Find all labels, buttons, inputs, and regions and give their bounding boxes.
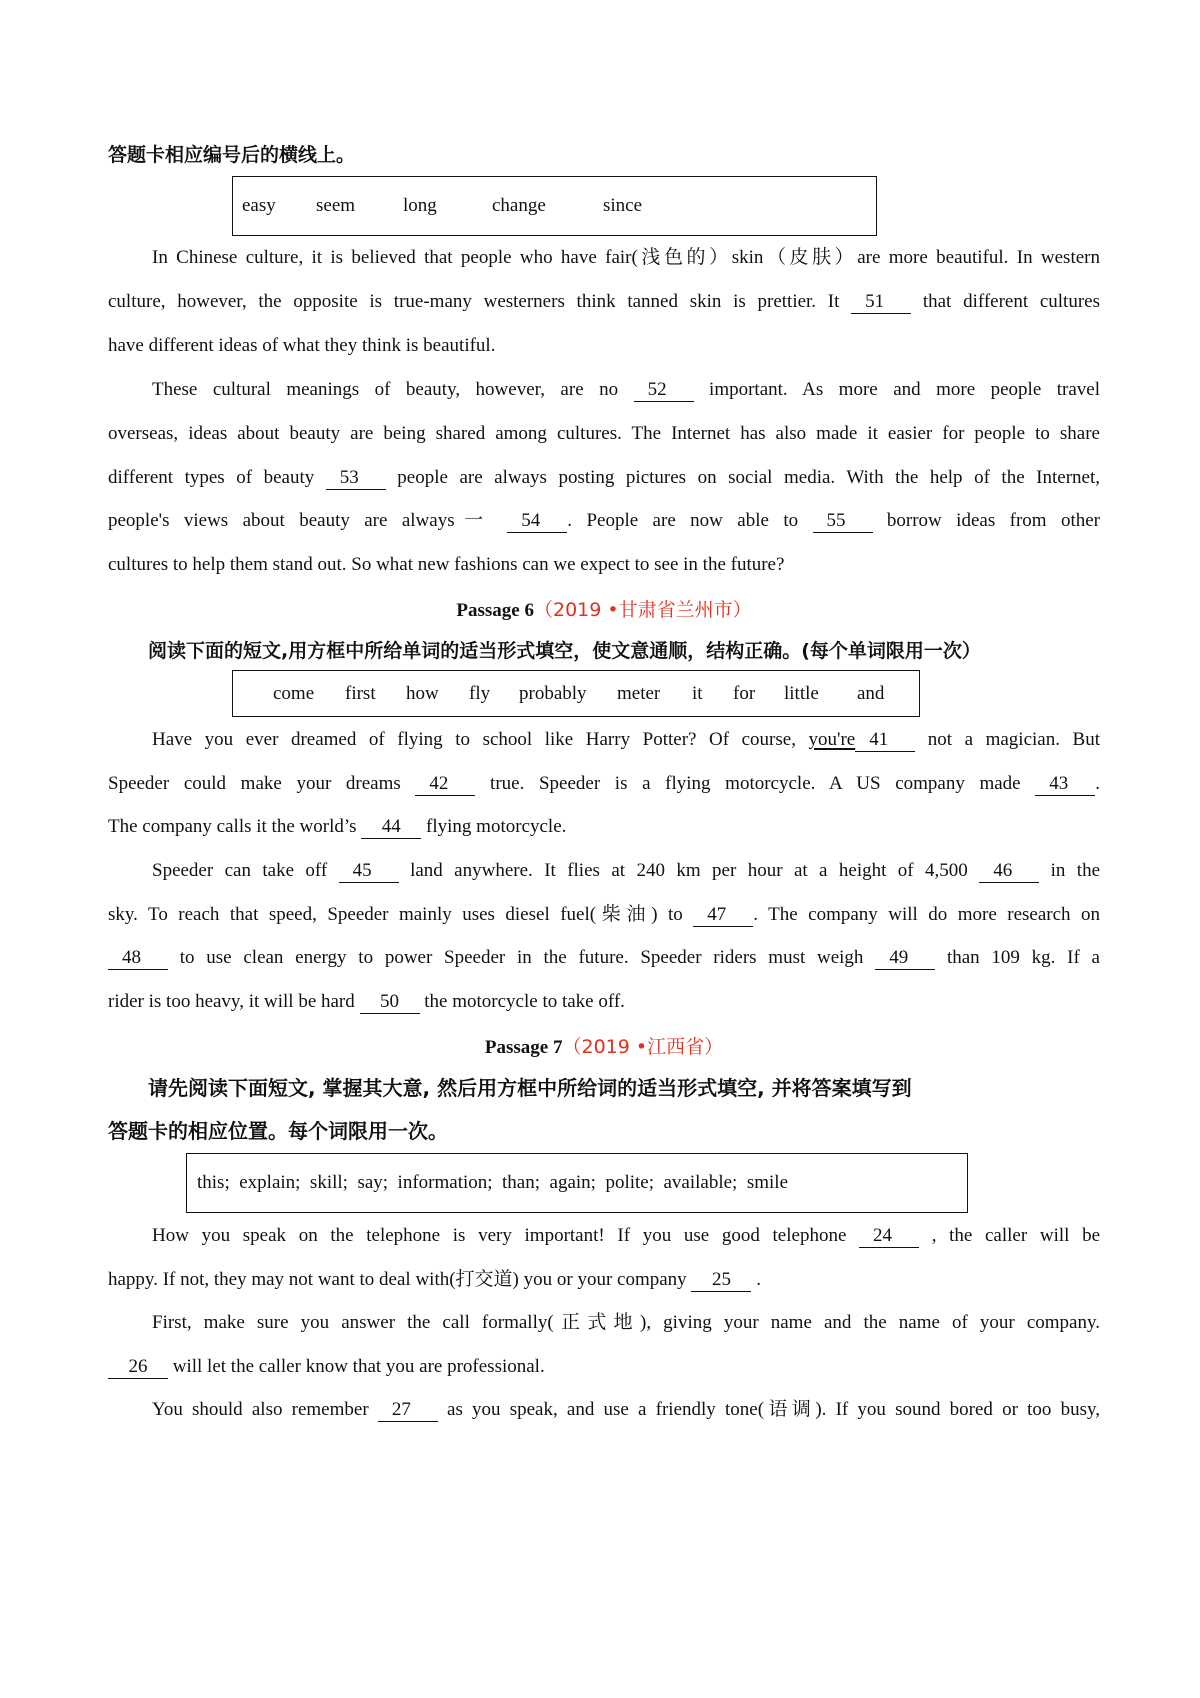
instruction-tail: 答题卡相应编号后的横线上。 xyxy=(108,144,356,166)
p7-line-3: First, make sure you answer the call formally(正式地), giving your name and the name of your company. xyxy=(152,1312,1100,1333)
blank-54[interactable]: 54 xyxy=(507,510,567,533)
word-list-7: this; explain; skill; say; information; than; again; polite; available; smile xyxy=(197,1172,789,1193)
blank-48[interactable]: 48 xyxy=(108,947,168,970)
word-meter: meter xyxy=(617,682,661,704)
p6-line-2: Speeder could make your dreams 42 true. Speeder is a flying motorcycle. A US company made 43 . xyxy=(108,773,1100,794)
blank-27[interactable]: 27 xyxy=(378,1399,438,1422)
word-box-6 xyxy=(232,670,920,717)
blank-53[interactable]: 53 xyxy=(326,467,386,490)
blank-26[interactable]: 26 xyxy=(108,1356,168,1379)
blank-50[interactable]: 50 xyxy=(360,991,420,1014)
p7-line-4: 26 will let the caller know that you are professional. xyxy=(108,1354,1100,1380)
p7-line-1: How you speak on the telephone is very important! If you use good telephone 24 , the caller will be xyxy=(152,1225,1101,1246)
blank-46[interactable]: 46 xyxy=(979,860,1039,883)
passage-7-title: Passage 7（2019 •江西省） xyxy=(484,1036,724,1058)
p6-line-3: The company calls it the world’s 44 flying motorcycle. xyxy=(108,816,567,837)
p5-line-1: In Chinese culture, it is believed that people who have fair(浅色的）skin（皮肤）are more beautiful. In western xyxy=(152,247,1100,268)
word-box-7 xyxy=(186,1153,968,1213)
p5-line-5: overseas, ideas about beauty are being shared among cultures. The Internet has also made it easier for people to share xyxy=(108,423,1100,444)
p5-line-3: have different ideas of what they think is beautiful. xyxy=(108,335,496,356)
p5-line-7: people's views about beauty are always一 54 . People are now able to 55 borrow ideas from other xyxy=(108,510,1100,531)
word-for: for xyxy=(733,682,756,704)
p5-line-8: cultures to help them stand out. So what new fashions can we expect to see in the future? xyxy=(108,554,785,575)
word-first: first xyxy=(345,682,376,704)
word-fly: fly xyxy=(469,682,491,704)
p6-line-6: 48 to use clean energy to power Speeder in the future. Speeder riders must weigh 49 than 109 kg. If a xyxy=(108,945,1100,971)
blank-52[interactable]: 52 xyxy=(634,379,694,402)
passage-6-instruction: 阅读下面的短文,用方框中所给单词的适当形式填空，使文意通顺，结构正确。(每个单词限用一次） xyxy=(148,640,981,662)
blank-41[interactable]: 41 xyxy=(855,729,915,752)
word-it: it xyxy=(692,682,703,704)
word-come: come xyxy=(273,682,315,704)
p6-line-7: rider is too heavy, it will be hard 50 the motorcycle to take off. xyxy=(108,991,625,1012)
blank-55[interactable]: 55 xyxy=(813,510,873,533)
p6-line-4: Speeder can take off 45 land anywhere. It flies at 240 km per hour at a height of 4,500 46 in the xyxy=(152,860,1101,881)
blank-49[interactable]: 49 xyxy=(875,947,935,970)
blank-42[interactable]: 42 xyxy=(415,773,475,796)
word-change: change xyxy=(492,195,546,216)
passage-6-source: （2019 •甘肃省兰州市） xyxy=(533,599,752,621)
blank-44[interactable]: 44 xyxy=(361,816,421,839)
p5-line-6: different types of beauty 53 people are always posting pictures on social media. With the help of the Internet, xyxy=(108,467,1100,488)
passage-7-source: （2019 •江西省） xyxy=(562,1036,724,1058)
blank-45[interactable]: 45 xyxy=(339,860,399,883)
passage-7-instruction-1: 请先阅读下面短文, 掌握其大意, 然后用方框中所给词的适当形式填空, 并将答案填写到 xyxy=(148,1076,912,1100)
word-box xyxy=(232,176,877,236)
blank-24[interactable]: 24 xyxy=(859,1225,919,1248)
word-probably: probably xyxy=(519,682,587,704)
p7-line-5: You should also remember 27 as you speak, and use a friendly tone(语调). If you sound bored or too busy, xyxy=(152,1399,1100,1420)
word-seem: seem xyxy=(316,195,356,216)
p6-line-1: Have you ever dreamed of flying to school like Harry Potter? Of course, you're 41 not a magician. But xyxy=(152,729,1100,750)
word-long: long xyxy=(403,195,437,216)
p6-line-5: sky. To reach that speed, Speeder mainly uses diesel fuel(柴油) to 47 . The company will do more research on xyxy=(108,904,1100,925)
p5-line-2: culture, however, the opposite is true-many westerners think tanned skin is prettier. It 51 that different cultures xyxy=(108,291,1100,312)
blank-51[interactable]: 51 xyxy=(851,291,911,314)
word-how: how xyxy=(406,682,439,704)
word-little: little xyxy=(784,682,819,704)
word-since: since xyxy=(603,195,643,216)
passage-6-title: Passage 6（2019 •甘肃省兰州市） xyxy=(456,599,752,621)
word-and: and xyxy=(857,682,885,704)
blank-25[interactable]: 25 xyxy=(691,1269,751,1292)
p7-line-2: happy. If not, they may not want to deal with(打交道) you or your company 25 . xyxy=(108,1269,761,1290)
blank-43[interactable]: 43 xyxy=(1035,773,1095,796)
passage-7-instruction-2: 答题卡的相应位置。每个词限用一次。 xyxy=(108,1119,448,1143)
word-easy: easy xyxy=(242,195,276,216)
p5-line-4: These cultural meanings of beauty, however, are no 52 important. As more and more people travel xyxy=(152,379,1100,400)
blank-47[interactable]: 47 xyxy=(693,904,753,927)
